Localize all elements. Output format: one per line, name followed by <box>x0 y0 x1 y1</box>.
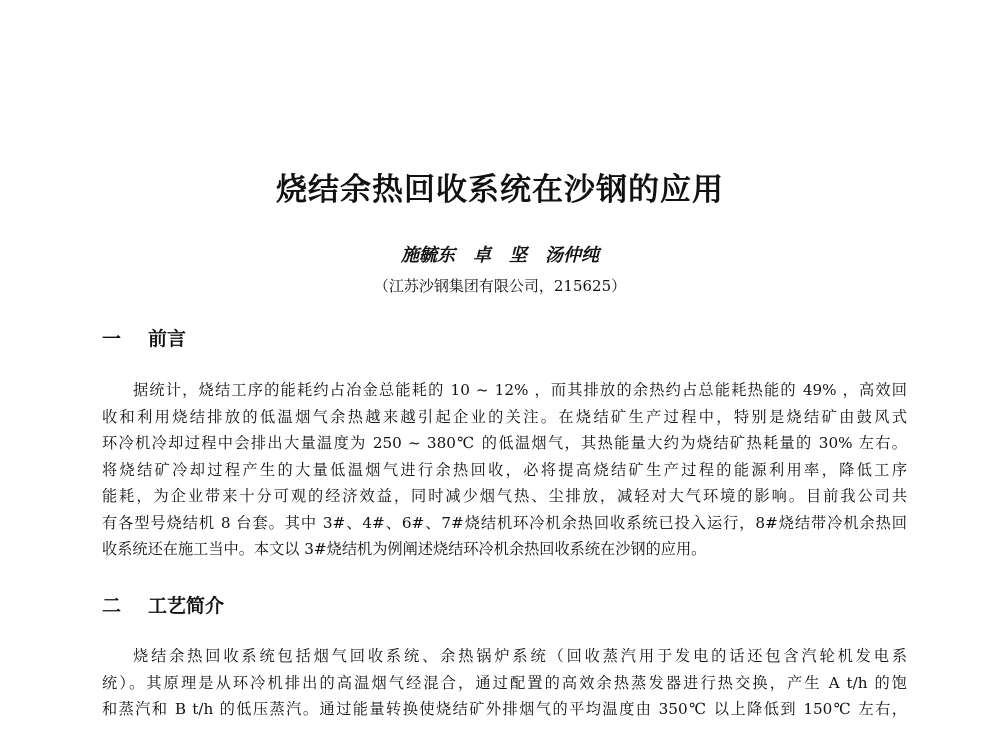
text-line: 收系统还在施工当中。本文以 3#烧结机为例阐述烧结环冷机余热回收系统在沙钢的应用。 <box>102 540 707 558</box>
section-number: 一 <box>102 328 122 350</box>
author-affiliation: （江苏沙钢集团有限公司，215625） <box>373 277 627 295</box>
section-title: 前言 <box>148 328 187 350</box>
text-line: 有各型号烧结机 8 台套。其中 3#、4#、6#、7#烧结机环冷机余热回收系统已投入运行，8#烧结带冷机余热回 <box>102 513 907 532</box>
text-line: 将烧结矿冷却过程产生的大量低温烟气进行余热回收，必将提高烧结矿生产过程的能源利用率，降低工序 <box>102 460 907 479</box>
section-heading-process-overview <box>102 593 224 619</box>
text-line: 据统计，烧结工序的能耗约占冶金总能耗的 10 ~ 12% ，而其排放的余热约占总能耗热能的 49% ，高效回 <box>133 381 907 399</box>
section-body-process-overview <box>102 643 907 723</box>
section-heading-introduction <box>102 326 186 352</box>
section-title: 工艺简介 <box>148 595 225 617</box>
text-line: 烧结余热回收系统包括烟气回收系统、余热锅炉系统（回收蒸汽用于发电的话还包含汽轮机发电系 <box>133 647 907 665</box>
section-body-introduction <box>102 377 907 563</box>
section-number: 二 <box>102 595 122 617</box>
text-line: 能耗，为企业带来十分可观的经济效益，同时减少烟气热、尘排放，减轻对大气环境的影响。目前我公司共 <box>102 487 907 505</box>
text-line: 统）。其原理是从环冷机排出的高温烟气经混合，通过配置的高效余热蒸发器进行热交换，产生 A t/h 的饱 <box>102 673 907 692</box>
text-line: 环冷机冷却过程中会排出大量温度为 250 ~ 380℃ 的低温烟气，其热能量大约为烧结矿热耗量的 30% 左右。 <box>102 434 907 452</box>
text-line: 和蒸汽和 B t/h 的低压蒸汽。通过能量转换使烧结矿外排烟气的平均温度由 350℃ 以上降低到 150℃ 左右， <box>102 700 907 718</box>
paper-title: 烧结余热回收系统在沙钢的应用 <box>276 172 724 208</box>
author-list: 施毓东 卓 坚 汤仲纯 <box>401 245 599 266</box>
text-line: 收和利用烧结排放的低温烟气余热越来越引起企业的关注。在烧结矿生产过程中，特别是烧结矿由鼓风式 <box>102 407 907 426</box>
